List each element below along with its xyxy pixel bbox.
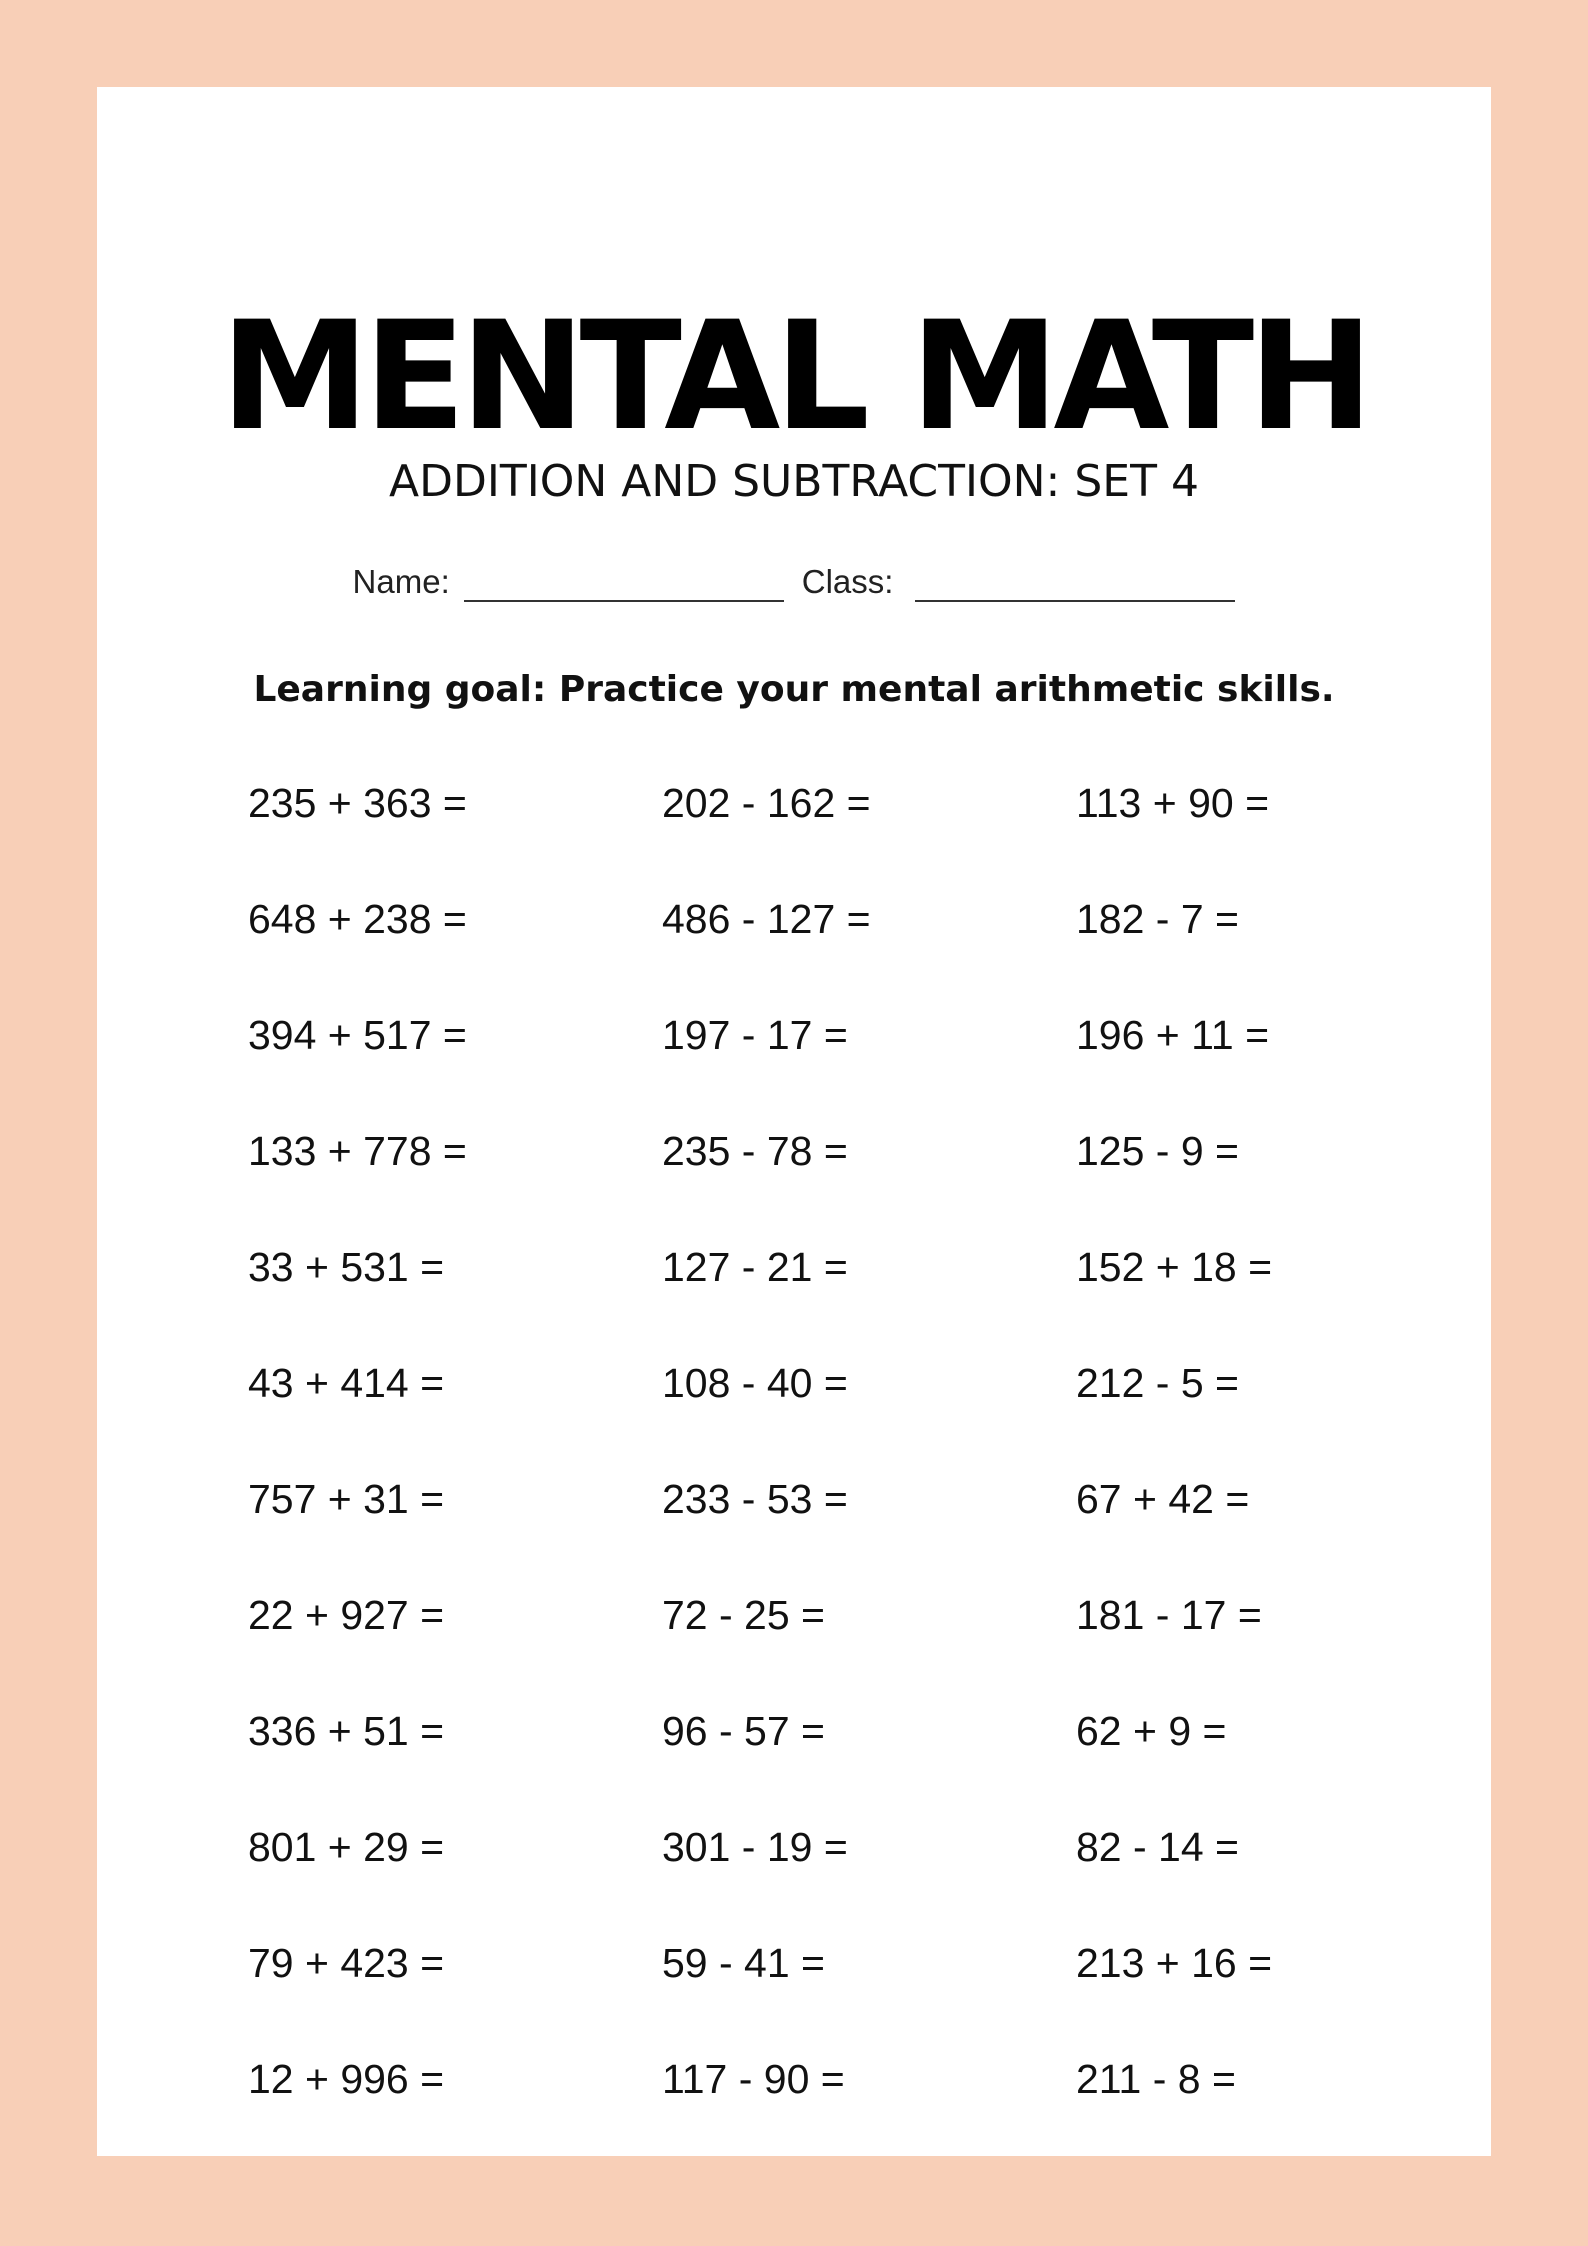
math-problem: 801 + 29 = (248, 1824, 445, 1870)
problems-grid (248, 775, 1348, 2167)
math-problem: 12 + 996 = (248, 2056, 445, 2102)
math-problem: 125 - 9 = (1076, 1128, 1239, 1174)
math-problem: 133 + 778 = (248, 1128, 467, 1174)
class-label: Class: (801, 563, 894, 600)
math-problem: 486 - 127 = (662, 896, 871, 942)
math-problem: 62 + 9 = (1076, 1708, 1227, 1754)
math-problem: 235 - 78 = (662, 1128, 848, 1174)
math-problem: 117 - 90 = (662, 2056, 845, 2102)
math-problem: 33 + 531 = (248, 1244, 445, 1290)
math-problem: 82 - 14 = (1076, 1824, 1239, 1870)
worksheet-subtitle: ADDITION AND SUBTRACTION: SET 4 (389, 456, 1199, 507)
math-problem: 757 + 31 = (248, 1476, 445, 1522)
math-problem: 336 + 51 = (248, 1708, 445, 1754)
math-problem: 181 - 17 = (1076, 1592, 1262, 1638)
math-problem: 301 - 19 = (662, 1824, 848, 1870)
math-problem: 196 + 11 = (1076, 1012, 1270, 1058)
learning-goal: Learning goal: Practice your mental arithmetic skills. (253, 669, 1335, 710)
math-problem: 22 + 927 = (248, 1592, 445, 1638)
math-problem: 113 + 90 = (1076, 780, 1270, 826)
math-problem: 197 - 17 = (662, 1012, 848, 1058)
math-problem: 96 - 57 = (662, 1708, 825, 1754)
math-problem: 648 + 238 = (248, 896, 467, 942)
math-problem: 43 + 414 = (248, 1360, 445, 1406)
math-problem: 127 - 21 = (662, 1244, 848, 1290)
math-problem: 182 - 7 = (1076, 896, 1239, 942)
math-problem: 394 + 517 = (248, 1012, 467, 1058)
class-blank-line[interactable] (915, 562, 1235, 602)
worksheet-title: MENTAL MATH (220, 290, 1368, 464)
math-problem: 213 + 16 = (1076, 1940, 1273, 1986)
math-problem: 233 - 53 = (662, 1476, 848, 1522)
math-problem: 152 + 18 = (1076, 1244, 1273, 1290)
math-problem: 67 + 42 = (1076, 1476, 1250, 1522)
name-blank-line[interactable] (464, 562, 784, 602)
math-problem: 59 - 41 = (662, 1940, 825, 1986)
math-problem: 79 + 423 = (248, 1940, 445, 1986)
math-problem: 72 - 25 = (662, 1592, 825, 1638)
math-problem: 211 - 8 = (1076, 2056, 1236, 2102)
math-problem: 202 - 162 = (662, 780, 871, 826)
math-problem: 235 + 363 = (248, 780, 467, 826)
worksheet-page (97, 87, 1491, 2156)
math-problem: 212 - 5 = (1076, 1360, 1239, 1406)
student-info-fields (97, 562, 1491, 602)
math-problem: 108 - 40 = (662, 1360, 848, 1406)
name-label: Name: (352, 563, 450, 600)
